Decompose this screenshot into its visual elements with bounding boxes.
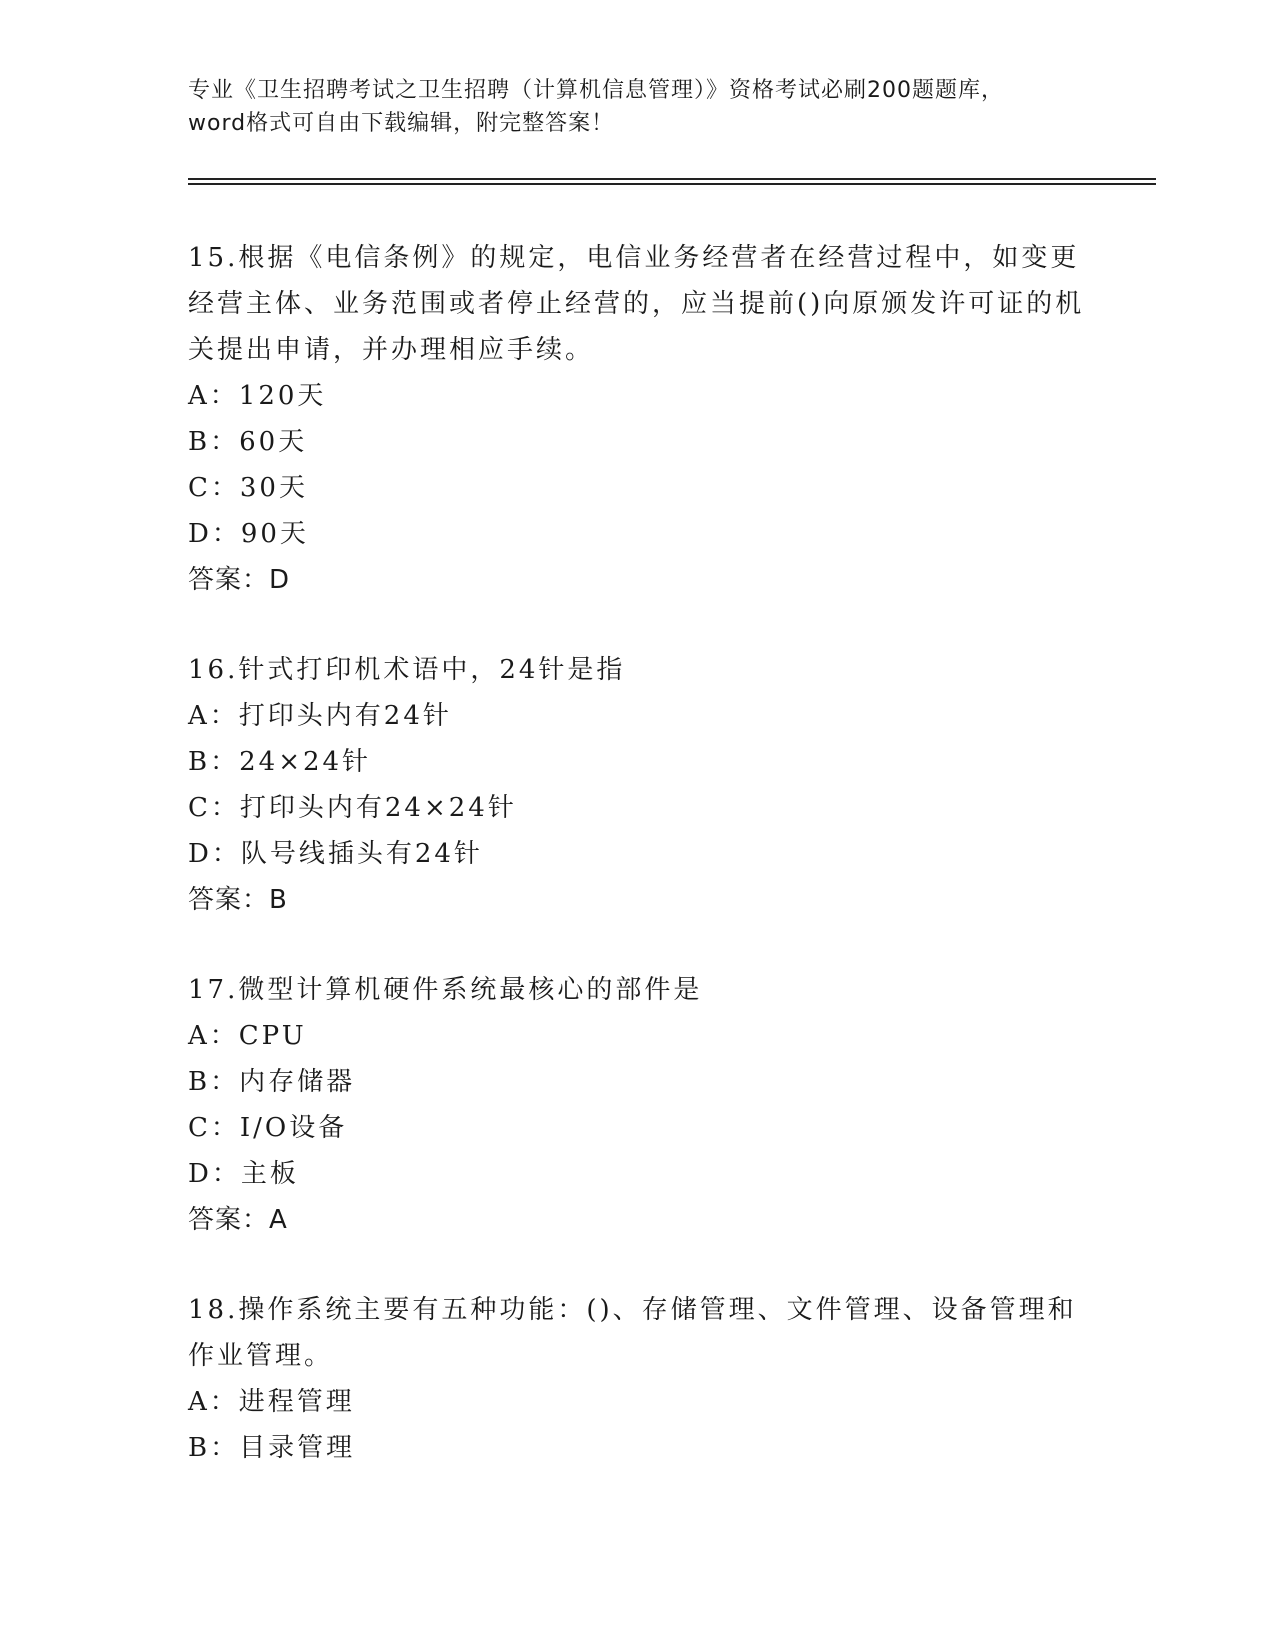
option-d: D：90天 — [188, 519, 309, 549]
question-stem: 16.针式打印机术语中，24针是指 — [188, 655, 626, 685]
document-header — [188, 74, 1108, 140]
header-divider-top — [188, 178, 1156, 180]
question-stem: 18.操作系统主要有五种功能：()、存储管理、文件管理、设备管理和作业管理。 — [188, 1295, 1077, 1371]
option-a: A：打印头内有24针 — [188, 701, 452, 731]
question-stem: 15.根据《电信条例》的规定，电信业务经营者在经营过程中，如变更经营主体、业务范围或者停止经营的，应当提前()向原颁发许可证的机关提出申请，并办理相应手续。 — [188, 243, 1085, 365]
question-17 — [188, 967, 1088, 1243]
option-a: A：120天 — [188, 381, 327, 411]
question-16 — [188, 647, 1088, 923]
option-b: B：60天 — [188, 427, 308, 457]
option-b: B：24×24针 — [188, 747, 372, 777]
question-stem: 17.微型计算机硬件系统最核心的部件是 — [188, 975, 703, 1005]
answer: 答案：D — [188, 565, 291, 595]
answer: 答案：A — [188, 1205, 288, 1235]
option-d: D：主板 — [188, 1159, 299, 1189]
option-a: A：CPU — [188, 1021, 307, 1051]
option-c: C：30天 — [188, 473, 308, 503]
option-b: B：目录管理 — [188, 1433, 356, 1463]
header-line-1: 专业《卫生招聘考试之卫生招聘（计算机信息管理）》资格考试必刷200题题库， — [188, 78, 1004, 103]
answer: 答案：B — [188, 885, 288, 915]
option-c: C：打印头内有24×24针 — [188, 793, 517, 823]
option-d: D：队号线插头有24针 — [188, 839, 483, 869]
header-line-2: word格式可自由下载编辑，附完整答案！ — [188, 111, 615, 136]
option-c: C：I/O设备 — [188, 1113, 348, 1143]
option-a: A：进程管理 — [188, 1387, 355, 1417]
question-18 — [188, 1287, 1088, 1471]
option-b: B：内存储器 — [188, 1067, 356, 1097]
question-list — [188, 235, 1088, 1515]
header-divider-bottom — [188, 183, 1156, 185]
question-15 — [188, 235, 1088, 603]
